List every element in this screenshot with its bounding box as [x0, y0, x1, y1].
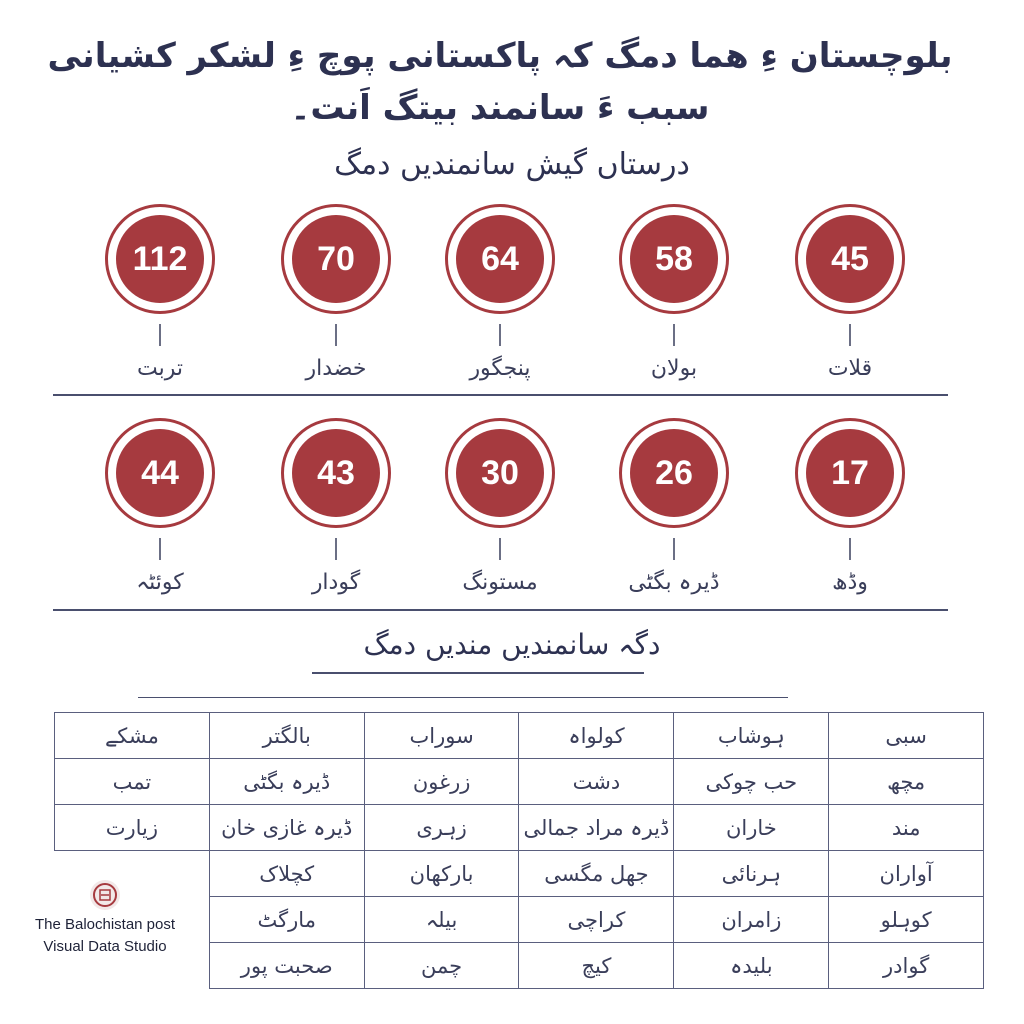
- stat-value: 30: [456, 429, 544, 517]
- table-cell: زیارت: [55, 805, 210, 851]
- stat-circle: [619, 204, 729, 314]
- connector-line: [159, 538, 161, 560]
- section-title-most-affected: درستاں گیش سانمندیں دمگ: [334, 147, 690, 182]
- district-label: تربت: [137, 356, 183, 381]
- title-line-1: بلوچستان ءِ هما دمگ کہ پاکستانی پوچ ءِ لشکر کشیانی: [47, 36, 953, 76]
- table-cell: جھل مگسی: [519, 851, 674, 897]
- table-cell: ہوشاب: [674, 713, 829, 759]
- table-row: [55, 805, 984, 851]
- connector-line: [159, 324, 161, 346]
- table-cell: بیلہ: [364, 897, 519, 943]
- connector-line: [673, 538, 675, 560]
- title-line-2: سبب ءَ سانمند بیتگ اَنت۔: [290, 88, 710, 128]
- stat-value: 70: [292, 215, 380, 303]
- stat-value: 17: [806, 429, 894, 517]
- district-label: گودار: [311, 570, 361, 595]
- district-label: قلات: [827, 356, 873, 381]
- table-cell: حب چوکی: [674, 759, 829, 805]
- stat-circle: [281, 418, 391, 528]
- stat-value: 43: [292, 429, 380, 517]
- section-title-other-affected: دگہ سانمندیں مندیں دمگ: [363, 628, 661, 661]
- table-row: [55, 759, 984, 805]
- brand-subtitle: Visual Data Studio: [43, 938, 167, 955]
- table-cell: صحبت پور: [209, 943, 364, 989]
- table-cell: گوادر: [829, 943, 984, 989]
- separator-line: [138, 697, 788, 698]
- stat-value: 64: [456, 215, 544, 303]
- connector-line: [335, 538, 337, 560]
- district-label: ڈیرہ بگٹی: [628, 570, 720, 595]
- table-cell: زہری: [364, 805, 519, 851]
- table-cell: ڈیرہ مراد جمالی: [519, 805, 674, 851]
- table-cell: کوہلو: [829, 897, 984, 943]
- connector-line: [849, 538, 851, 560]
- table-cell: کولواہ: [519, 713, 674, 759]
- stat-circle: [445, 204, 555, 314]
- table-cell: ہرنائی: [674, 851, 829, 897]
- table-cell: مارگٹ: [209, 897, 364, 943]
- district-label: خضدار: [305, 356, 367, 381]
- table-cell: ڈیرہ بگٹی: [209, 759, 364, 805]
- table-cell: کچلاک: [209, 851, 364, 897]
- stat-value: 112: [116, 215, 204, 303]
- stat-circle: [105, 418, 215, 528]
- stat-value: 45: [806, 215, 894, 303]
- table-cell: بلیدہ: [674, 943, 829, 989]
- connector-line: [673, 324, 675, 346]
- table-cell: زامران: [674, 897, 829, 943]
- brand-block: [0, 880, 210, 958]
- district-label: وڈھ: [832, 570, 868, 595]
- stat-circle: [105, 204, 215, 314]
- section-underline: [312, 672, 644, 674]
- connector-line: [499, 538, 501, 560]
- table-cell: مشکے: [55, 713, 210, 759]
- connector-line: [335, 324, 337, 346]
- row-divider: [53, 394, 948, 396]
- stat-circle: [281, 204, 391, 314]
- table-cell: ڈیرہ غازی خان: [209, 805, 364, 851]
- connector-line: [499, 324, 501, 346]
- stat-value: 26: [630, 429, 718, 517]
- table-cell: تمب: [55, 759, 210, 805]
- stat-value: 58: [630, 215, 718, 303]
- connector-line: [849, 324, 851, 346]
- district-label: کوئٹہ: [136, 570, 184, 595]
- district-label: مستونگ: [462, 570, 538, 595]
- table-cell: سوراب: [364, 713, 519, 759]
- table-cell: آواران: [829, 851, 984, 897]
- stat-circle: [619, 418, 729, 528]
- row-divider: [53, 609, 948, 611]
- stat-circle: [795, 204, 905, 314]
- table-cell: دشت: [519, 759, 674, 805]
- table-cell: مچھ: [829, 759, 984, 805]
- stat-circle: [795, 418, 905, 528]
- district-label: پنجگور: [469, 356, 531, 381]
- table-cell: کراچی: [519, 897, 674, 943]
- table-cell: کیچ: [519, 943, 674, 989]
- stat-circle: [445, 418, 555, 528]
- table-cell: بارکھان: [364, 851, 519, 897]
- table-cell: سبی: [829, 713, 984, 759]
- district-label: بولان: [650, 356, 698, 381]
- brand-logo-icon: [90, 880, 120, 910]
- table-cell: مند: [829, 805, 984, 851]
- table-cell: چمن: [364, 943, 519, 989]
- main-title: [40, 30, 960, 134]
- table-cell: بالگتر: [209, 713, 364, 759]
- brand-name: The Balochistan post: [34, 916, 176, 933]
- table-cell: خاران: [674, 805, 829, 851]
- stat-value: 44: [116, 429, 204, 517]
- table-cell: زرغون: [364, 759, 519, 805]
- table-row: [55, 713, 984, 759]
